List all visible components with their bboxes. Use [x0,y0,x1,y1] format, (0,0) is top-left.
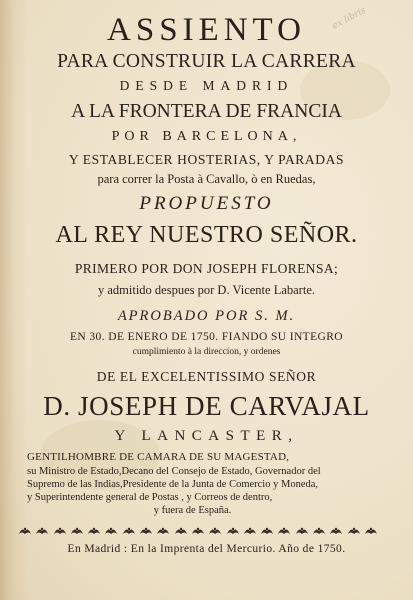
carvajal-name: D. JOSEPH DE CARVAJAL [43,391,370,421]
fleuron-border-icon [18,526,32,536]
fleuron-border-icon [139,526,153,536]
fleuron-border-icon [347,526,361,536]
fleuron-border-icon [226,526,240,536]
title-line-7: para correr la Posta à Cavallo, ò en Ruedas, [97,172,316,186]
addressee-line: AL REY NUESTRO SEÑOR. [55,222,358,248]
fleuron-border-icon [174,526,188,536]
fleuron-border-icon [70,526,84,536]
offices-line-5: y fuera de España. [153,505,232,516]
fleuron-border-icon [35,526,49,536]
title-line-3: DESDE MADRID [119,78,294,93]
offices-line-1: GENTILHOMBRE DE CAMARA DE SU MAGESTAD, [27,451,290,463]
title-line-6: Y ESTABLECER HOSTERIAS, Y PARADAS [68,152,345,167]
fleuron-border-icon [191,526,205,536]
fleuron-border-icon [243,526,257,536]
proposer-line: PRIMERO POR DON JOSEPH FLORENSA; [74,261,339,276]
title-line-4: A LA FRONTERA DE FRANCIA [71,101,342,122]
title-line-5: POR BARCELONA, [111,129,302,144]
fleuron-border-icon [122,526,136,536]
offices-line-3: Supremo de las Indias,Presidente de la Junta de Comercio y Moneda, [27,479,319,490]
fleuron-border-icon [87,526,101,536]
lancaster-line: Y LANCASTER, [114,428,299,444]
admitted-line: y admitido despues por D. Vicente Labarte. [97,283,315,297]
compliance-line: cumplimiento à la direccion, y ordenes [132,347,281,357]
excelentissimo-line: DE EL EXCELENTISSIMO SEÑOR [96,369,317,384]
fleuron-border-icon [208,526,222,536]
fleuron-border-icon [260,526,274,536]
title-assiento: ASSIENTO [107,12,306,48]
aprobado-heading: APROBADO POR S. M. [117,308,296,324]
imprint-line: En Madrid : En la Imprenta del Mercurio. Año de 1750. [67,543,346,555]
fleuron-border-icon [364,526,378,536]
fleuron-border-icon [156,526,170,536]
propuesto-heading: PROPUESTO [139,193,274,214]
offices-line-4: y Superintendente general de Postas , y Correos de dentro, [27,492,273,503]
offices-line-2: su Ministro de Estado,Decano del Consejo de Estado, Governador del [27,466,321,477]
fleuron-border-icon [277,526,291,536]
fleuron-border-icon [104,526,118,536]
fleuron-border [18,524,378,538]
approval-date-line: EN 30. DE ENERO DE 1750. FIANDO SU INTEGRO [70,331,343,343]
fleuron-border-icon [53,526,67,536]
title-line-2: PARA CONSTRUIR LA CARRERA [57,51,356,72]
fleuron-border-icon [329,526,343,536]
fleuron-border-icon [312,526,326,536]
handwritten-marginalia: ex libris [330,5,368,32]
fleuron-border-icon [295,526,309,536]
